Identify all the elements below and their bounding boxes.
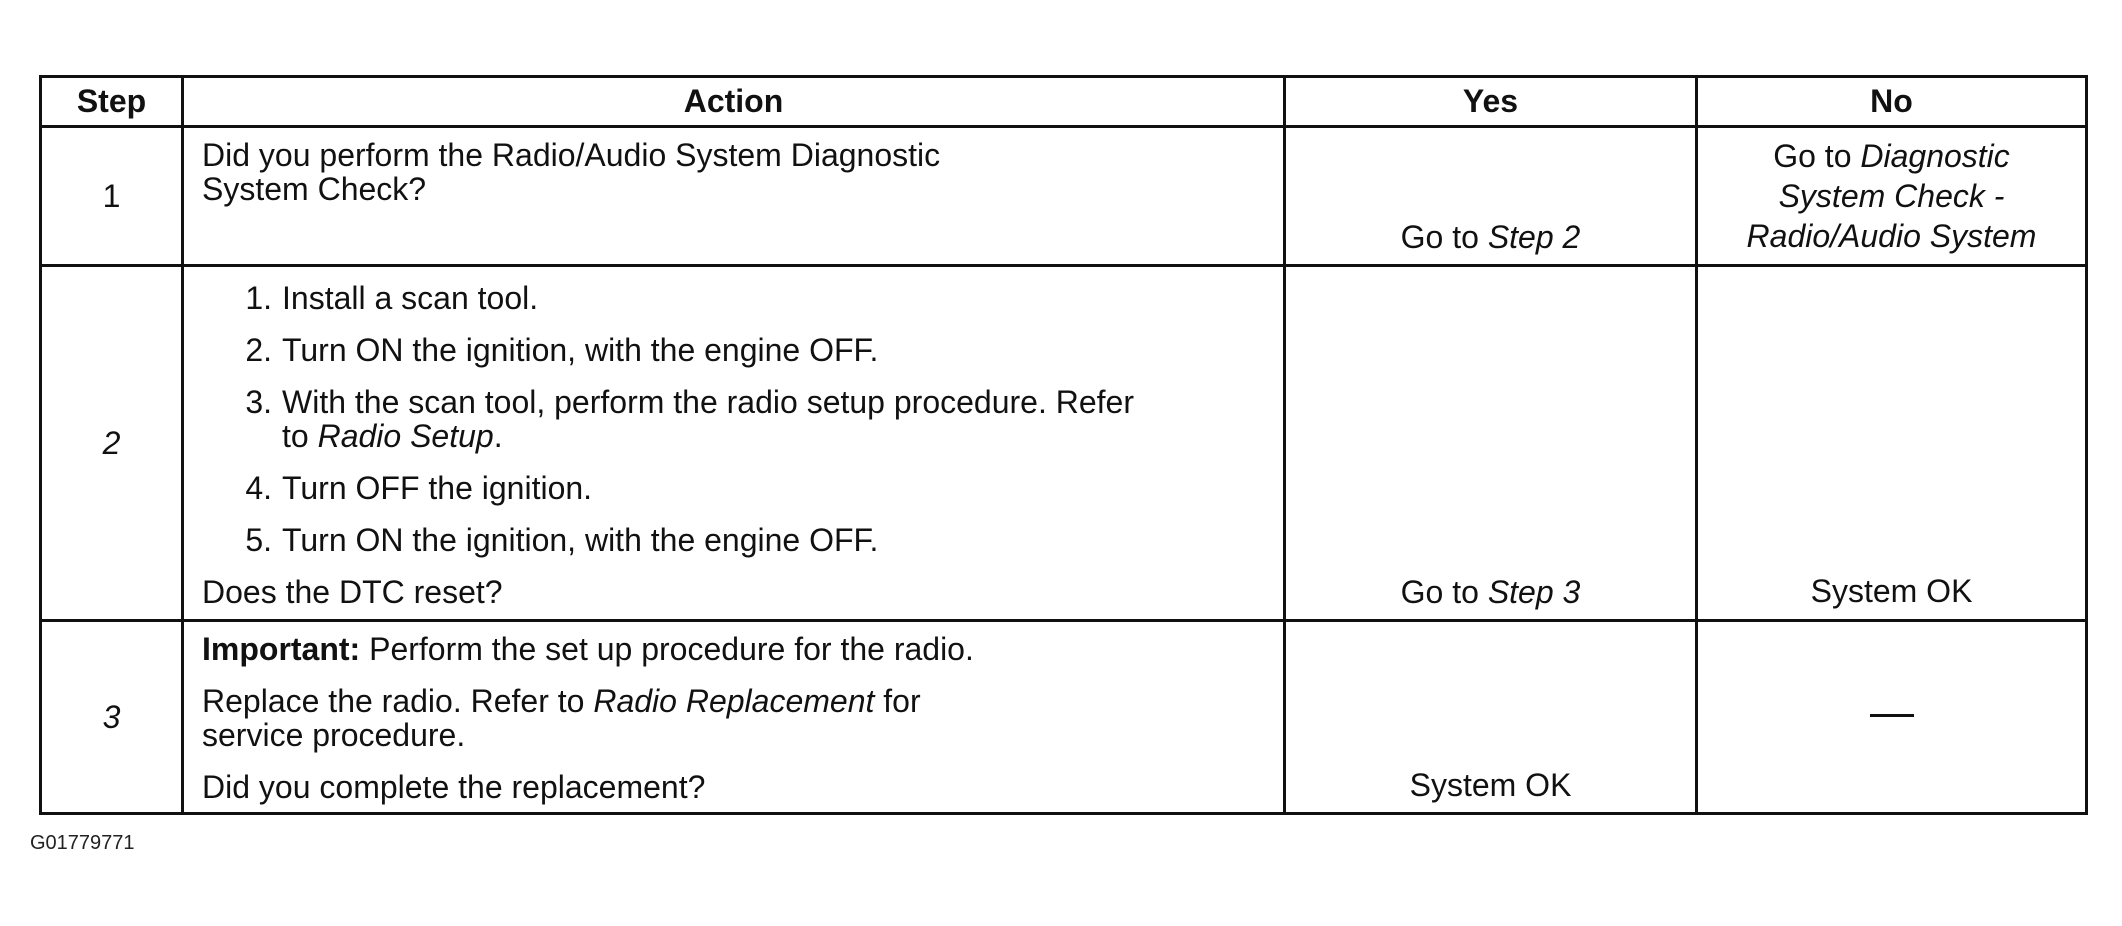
action-cell <box>183 127 1285 266</box>
yes-cell <box>1285 266 1697 621</box>
header-step: Step <box>41 77 183 127</box>
no-cell <box>1697 621 2087 814</box>
action-cell <box>183 266 1285 621</box>
yes-cell <box>1285 127 1697 266</box>
replace-text: service procedure. <box>202 717 466 753</box>
no-cell: System OK <box>1697 266 2087 621</box>
substep-text: Turn ON the ignition, with the engine OFF. <box>282 332 879 368</box>
substep-list <box>202 279 1265 559</box>
step-number: 3 <box>41 621 183 814</box>
header-row <box>41 77 2087 127</box>
yes-prefix: Go to <box>1400 219 1479 255</box>
action-cell <box>183 621 1285 814</box>
table-row-step-2 <box>41 266 2087 621</box>
substep-text: With the scan tool, perform the radio setup procedure. Refer <box>282 384 1134 420</box>
list-item <box>202 521 1265 559</box>
substep-number: 2. <box>245 332 272 368</box>
substep-number: 1. <box>245 280 272 316</box>
question-text: Did you complete the replacement? <box>202 769 706 805</box>
no-ref-line: System Check - <box>1778 178 2005 214</box>
important-text: Perform the set up procedure for the radio. <box>369 631 974 667</box>
radio-replacement-link: Radio Replacement <box>593 683 875 719</box>
no-cell <box>1697 127 2087 266</box>
yes-prefix: Go to <box>1400 574 1479 610</box>
no-ref-line: Diagnostic <box>1860 138 2010 174</box>
substep-text: to <box>282 418 309 454</box>
header-action: Action <box>183 77 1285 127</box>
step-number: 2 <box>41 266 183 621</box>
radio-setup-link: Radio Setup <box>317 418 494 454</box>
list-item <box>202 279 1265 317</box>
substep-text: Turn OFF the ignition. <box>282 470 593 506</box>
substep-text: . <box>493 418 503 454</box>
action-text: Did you perform the Radio/Audio System Diagnostic <box>202 137 941 173</box>
step-number: 1 <box>41 127 183 266</box>
yes-step-link: Step 3 <box>1487 574 1581 610</box>
list-item <box>202 469 1265 507</box>
figure-id: G01779771 <box>30 832 135 854</box>
substep-text: Install a scan tool. <box>282 280 539 316</box>
substep-number: 4. <box>245 470 272 506</box>
replace-text: for <box>883 683 921 719</box>
no-prefix: Go to <box>1773 138 1852 174</box>
list-item <box>202 383 1265 455</box>
header-yes: Yes <box>1285 77 1697 127</box>
table-row-step-3 <box>41 621 2087 814</box>
em-dash <box>1870 714 1914 717</box>
replace-text: Replace the radio. Refer to <box>202 683 585 719</box>
action-text: System Check? <box>202 171 427 207</box>
substep-number: 5. <box>245 522 272 558</box>
important-label: Important: <box>202 631 361 667</box>
table-row-step-1 <box>41 127 2087 266</box>
list-item <box>202 331 1265 369</box>
yes-cell: System OK <box>1285 621 1697 814</box>
no-ref-line: Radio/Audio System <box>1746 218 2037 254</box>
question-text: Does the DTC reset? <box>202 574 503 610</box>
substep-number: 3. <box>245 384 272 420</box>
header-no: No <box>1697 77 2087 127</box>
substep-text: Turn ON the ignition, with the engine OFF. <box>282 522 879 558</box>
yes-step-link: Step 2 <box>1487 219 1581 255</box>
diagnostic-table <box>39 75 2088 815</box>
